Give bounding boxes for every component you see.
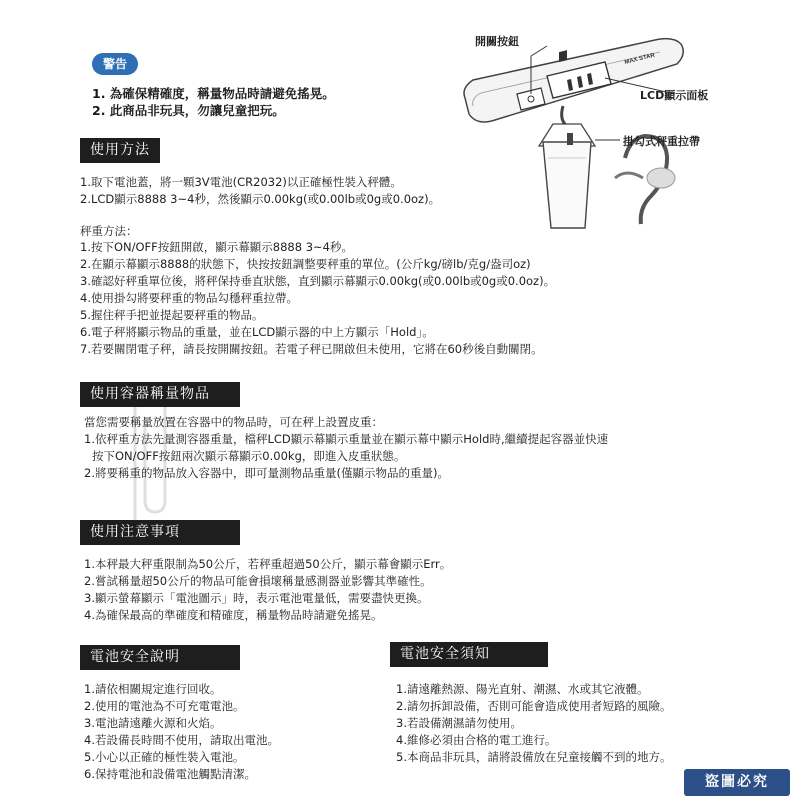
warning-item-1: 1. 為確保精確度，稱量物品時請避免搖晃。 <box>92 86 335 101</box>
battery-item-3: 3.電池請遠離火源和火焰。 <box>84 716 222 730</box>
lcd-panel-label: LCD顯示面板 <box>640 89 709 102</box>
safety-item-5: 5.本商品非玩具，請將設備放在兒童接觸不到的地方。 <box>396 750 672 764</box>
hook-strap-icon <box>539 106 595 228</box>
notes-item-3: 3.顯示螢幕顯示「電池圖示」時，表示電池電量低，需要盡快更換。 <box>84 591 429 605</box>
safety-item-2: 2.請勿拆卸設備，否則可能會造成使用者短路的風險。 <box>396 699 672 713</box>
battery-item-5: 5.小心以正確的極性裝入電池。 <box>84 750 245 764</box>
usage-intro-1: 1.取下電池蓋，將一顆3V電池(CR2032)以正確極性裝入秤體。 <box>80 175 402 189</box>
power-button-label: 開關按鈕 <box>475 35 519 48</box>
safety-item-4: 4.維修必須由合格的電工進行。 <box>396 733 557 747</box>
weighing-step-2: 2.在顯示幕顯示8888的狀態下，快按按鈕調整要秤重的單位。(公斤kg/磅lb/克g/盎司oz) <box>80 257 531 271</box>
brand-logo: MAX STAR <box>624 52 656 66</box>
weighing-step-4: 4.使用掛勾將要秤重的物品勾穩秤重拉帶。 <box>80 291 298 305</box>
container-line-1: 當您需要稱量放置在容器中的物品時，可在秤上設置皮重： <box>84 415 383 429</box>
weighing-step-7: 7.若要關閉電子秤，請長按開關按鈕。若電子秤已開啟但未使用，它將在60秒後自動關閉。 <box>80 342 543 356</box>
usage-section-title: 使用方法 <box>80 138 160 163</box>
notes-item-2: 2.嘗試稱量超50公斤的物品可能會損壞稱量感測器並影響其準確性。 <box>84 574 432 588</box>
battery-item-1: 1.請依相關規定進行回收。 <box>84 682 222 696</box>
battery-item-2: 2.使用的電池為不可充電電池。 <box>84 699 245 713</box>
weighing-step-6: 6.電子秤將顯示物品的重量，並在LCD顯示器的中上方顯示「Hold」。 <box>80 325 434 339</box>
battery-section-title: 電池安全說明 <box>80 645 240 670</box>
warning-item-2: 2. 此商品非玩具，勿讓兒童把玩。 <box>92 103 285 118</box>
usage-intro-2: 2.LCD顯示8888 3~4秒，然後顯示0.00kg(或0.00lb或0g或0.0oz)。 <box>80 192 441 206</box>
safety-item-3: 3.若設備潮濕請勿使用。 <box>396 716 522 730</box>
notes-item-1: 1.本秤最大秤重限制為50公斤，若秤重超過50公斤，顯示幕會顯示Err。 <box>84 557 452 571</box>
weighing-step-1: 1.按下ON/OFF按鈕開啟，顯示幕顯示8888 3~4秒。 <box>80 240 353 254</box>
weighing-step-5: 5.握住秤手把並提起要秤重的物品。 <box>80 308 264 322</box>
scale-body-icon <box>464 39 683 122</box>
warning-badge: 警告 <box>92 53 138 75</box>
battery-item-6: 6.保持電池和設備電池觸點清潔。 <box>84 767 256 781</box>
watermark-badge: 盜圖必究 <box>684 769 790 796</box>
safety-item-1: 1.請遠離熱源、陽光直射、潮濕、水或其它液體。 <box>396 682 649 696</box>
battery-item-4: 4.若設備長時間不使用，請取出電池。 <box>84 733 279 747</box>
container-line-4: 2.將要稱重的物品放入容器中，即可量測物品重量(僅顯示物品的重量)。 <box>84 466 449 480</box>
weighing-method-title: 秤重方法： <box>80 224 138 238</box>
notes-item-4: 4.為確保最高的準確度和精確度，稱量物品時請避免搖晃。 <box>84 608 383 622</box>
container-section-title: 使用容器稱量物品 <box>80 382 240 407</box>
hook-strap-label: 掛勾式秤重拉帶 <box>623 135 700 148</box>
metal-hook-icon <box>615 136 675 224</box>
weighing-step-3: 3.確認好秤重單位後，將秤保持垂直狀態，直到顯示幕顯示0.00kg(或0.00lb或0g或0.0oz)。 <box>80 274 556 288</box>
notes-section-title: 使用注意事項 <box>80 520 240 545</box>
safety-section-title: 電池安全須知 <box>390 642 548 667</box>
container-line-3: 按下ON/OFF按鈕兩次顯示幕顯示0.00kg，即進入皮重狀態。 <box>92 449 406 463</box>
container-line-2: 1.依秤重方法先量測容器重量，檔秤LCD顯示幕顯示重量並在顯示幕中顯示Hold時,繼續提起容器並快速 <box>84 432 609 446</box>
